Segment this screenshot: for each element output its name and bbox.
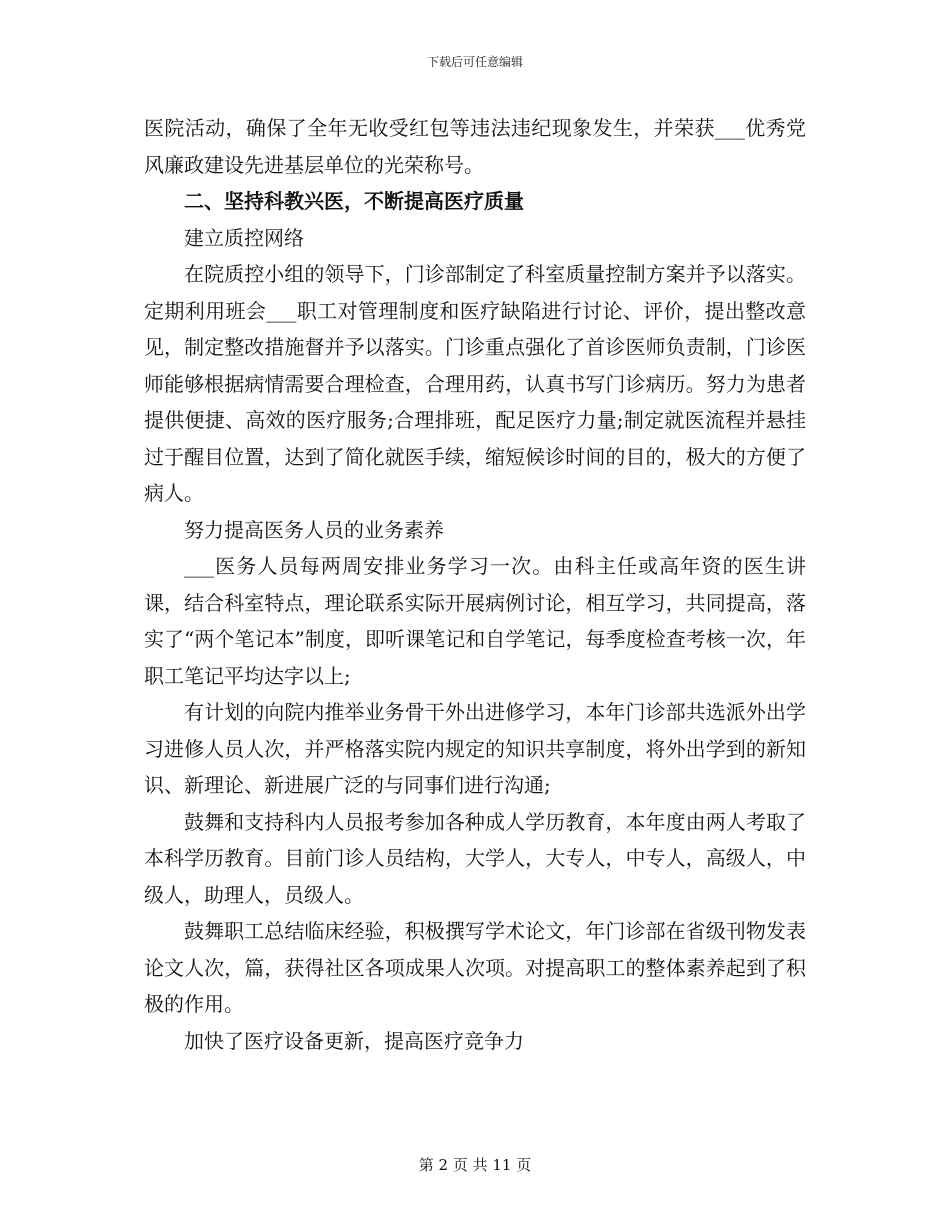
page-number-footer: 第 2 页 共 11 页 [418, 1156, 532, 1174]
subheading-quality-network: 建立质控网络 [184, 225, 304, 250]
paragraph-external-training: 有计划的向院内推举业务骨干外出进修学习，本年门诊部共选派外出学习进修人员人次，并严格落实院内规定的知识共享制度，将外出学到的新知识、新理论、新进展广泛的与同事们进行沟通; [144, 700, 806, 797]
document-body [144, 110, 806, 1059]
paragraph-study-sessions: ___医务人员每两周安排业务学习一次。由科主任或高年资的医生讲课，结合科室特点，理论联系实际开展病例讨论，相互学习，共同提高，落实了“两个笔记本”制度，即听课笔记和自学笔记，每季度检查考核一次，年职工笔记平均达字以上; [144, 554, 806, 688]
paragraph-continuation: 医院活动，确保了全年无收受红包等违法违纪现象发生，并荣获___优秀党风廉政建设先进基层单位的光荣称号。 [144, 116, 806, 177]
section-heading: 二、坚持科教兴医，不断提高医疗质量 [184, 189, 524, 213]
subheading-staff-quality: 努力提高医务人员的业务素养 [184, 517, 444, 542]
paragraph-research-papers: 鼓舞职工总结临床经验，积极撰写学术论文，年门诊部在省级刊物发表论文人次，篇，获得社区各项成果人次项。对提高职工的整体素养起到了积极的作用。 [144, 919, 806, 1016]
paragraph-education: 鼓舞和支持科内人员报考参加各种成人学历教育，本年度由两人考取了本科学历教育。目前门诊人员结构，大学人，大专人，中专人，高级人，中级人，助理人，员级人。 [144, 809, 806, 907]
page-header-note: 下载后可任意编辑 [426, 55, 523, 69]
subheading-equipment: 加快了医疗设备更新，提高医疗竞争力 [184, 1028, 524, 1053]
paragraph-quality-control: 在院质控小组的领导下，门诊部制定了科室质量控制方案并予以落实。定期利用班会___职工对管理制度和医疗缺陷进行讨论、评价，提出整改意见，制定整改措施督并予以落实。门诊重点强化了首诊医师负责制，门诊医师能够根据病情需要合理检查，合理用药，认真书写门诊病历。努力为患者提供便捷、高效的医疗服务;合理排班，配足医疗力量;制定就医流程并悬挂过于醒目位置，达到了简化就医手续，缩短候诊时间的目的，极大的方便了病人。 [144, 262, 806, 505]
